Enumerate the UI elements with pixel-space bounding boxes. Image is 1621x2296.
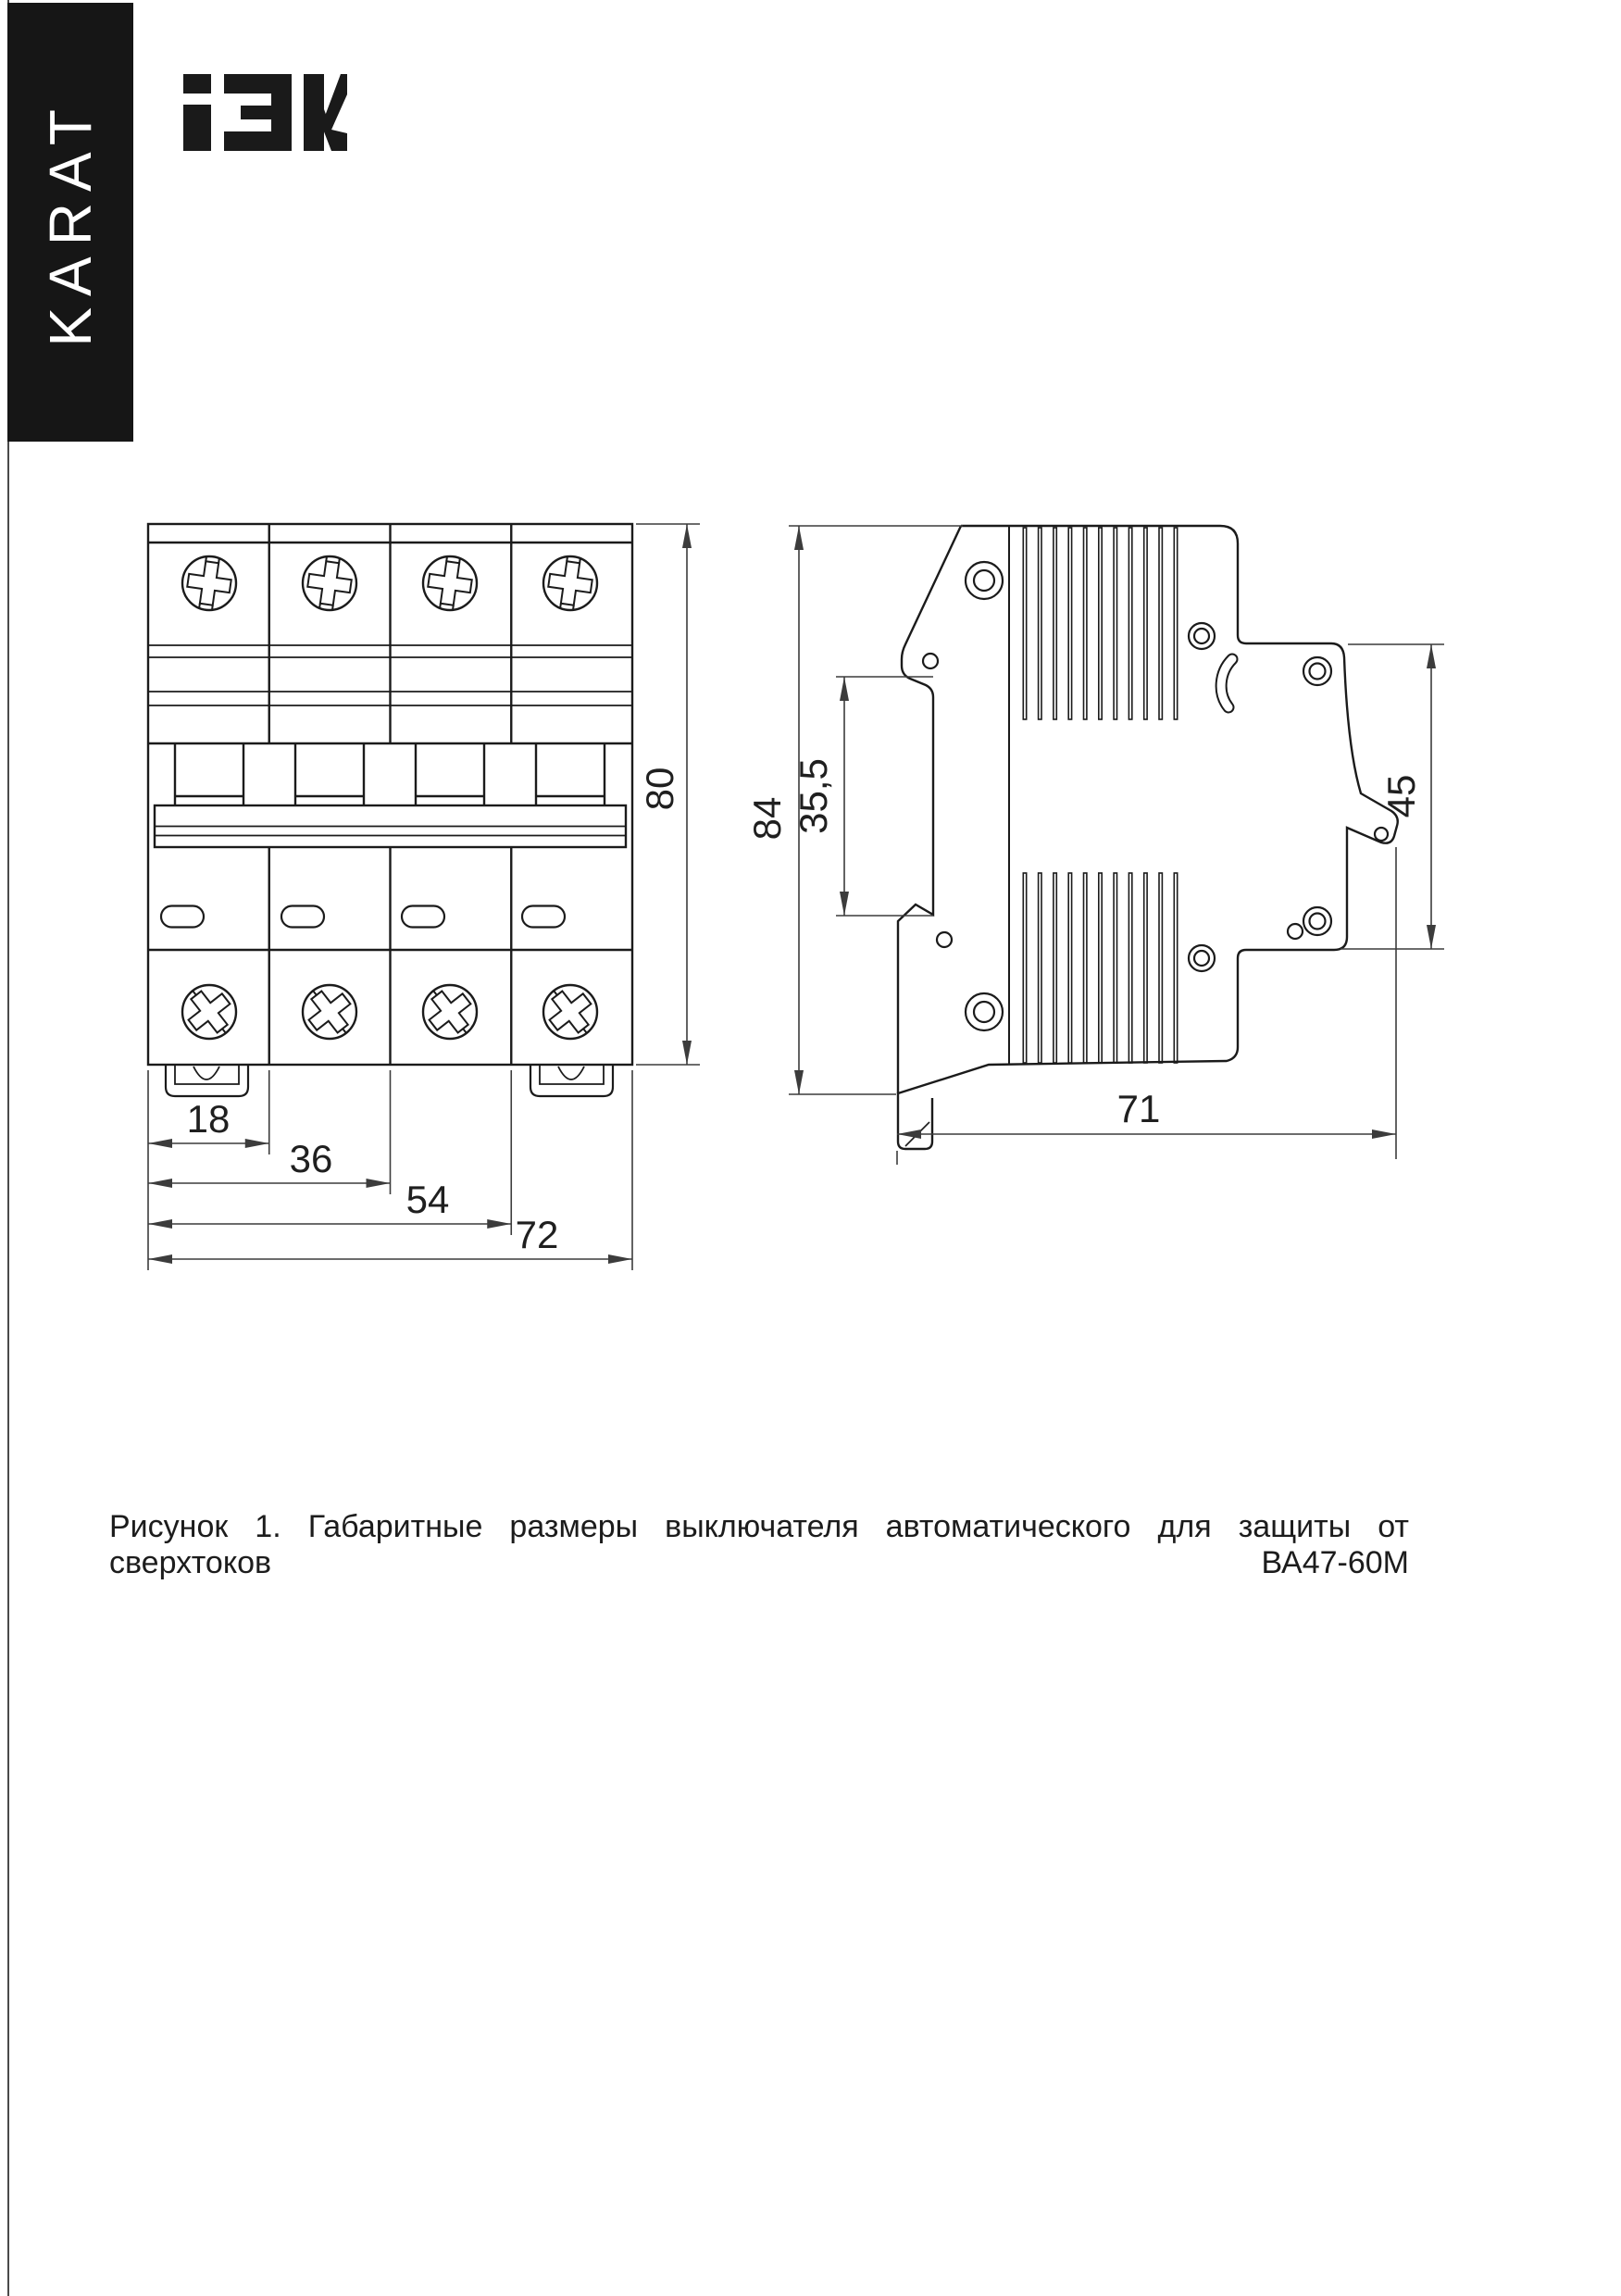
side-view: [898, 526, 1398, 1149]
front-view: [148, 524, 632, 1096]
dim-36: [148, 1179, 391, 1188]
side-vent-slots-bottom: [1023, 873, 1177, 1063]
dim-label-35-5: 35,5: [792, 758, 835, 834]
figure-caption: Рисунок 1. Габаритные размеры выключателя автоматического для защиты от сверхтоков ВА47-60М: [109, 1509, 1409, 1580]
dim-54: [148, 1219, 511, 1229]
dim-label-18: 18: [186, 1097, 231, 1141]
dim-35-5: [836, 677, 933, 916]
front-view-dimensions: [148, 524, 700, 1270]
dim-label-72: 72: [515, 1213, 559, 1256]
side-curved-slot: [1221, 659, 1232, 707]
side-vent-slots-top: [1023, 528, 1177, 719]
dim-label-45: 45: [1379, 774, 1423, 818]
dim-label-54: 54: [405, 1178, 450, 1221]
front-tie-bar: [155, 805, 626, 847]
karat-label: KARAT: [37, 97, 104, 347]
dim-label-71: 71: [1116, 1087, 1161, 1130]
dim-label-84: 84: [745, 796, 789, 841]
dim-72: [148, 1254, 632, 1264]
front-din-clips: [166, 1065, 613, 1096]
side-rivets: [923, 562, 1388, 1030]
dim-label-80: 80: [638, 767, 681, 811]
front-label-windows: [161, 906, 565, 928]
front-toggle-handles: [175, 743, 605, 805]
dim-label-36: 36: [289, 1137, 333, 1180]
